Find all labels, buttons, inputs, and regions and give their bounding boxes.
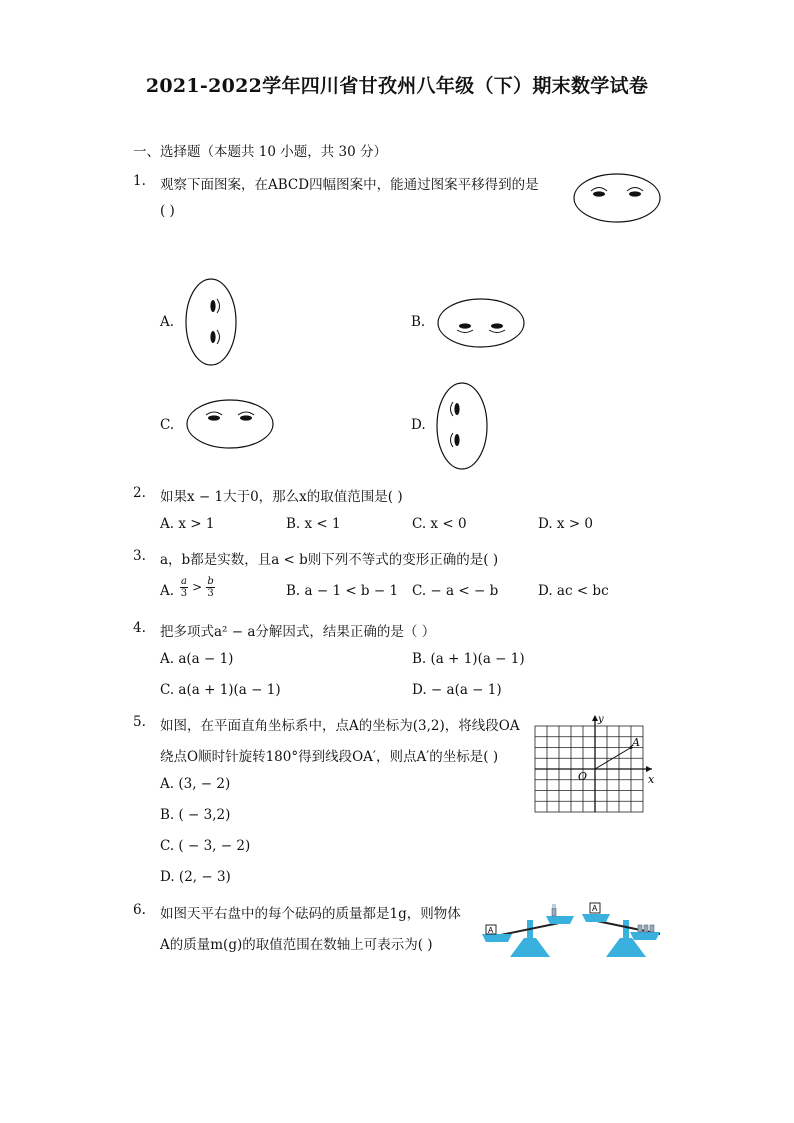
question-6-line1: 如图天平右盘中的每个砝码的质量都是1g，则物体 bbox=[160, 906, 461, 922]
question-2-stem: 如果x − 1大于0，那么x的取值范围是( ) bbox=[160, 489, 403, 505]
left-scale-object-label: A bbox=[488, 926, 494, 935]
q6-balance-scales bbox=[478, 896, 664, 960]
page-title: 2021-2022学年四川省甘孜州八年级（下）期末数学试卷 bbox=[145, 75, 649, 97]
question-3-stem: a，b都是实数，且a < b则下列不等式的变形正确的是( ) bbox=[160, 552, 499, 568]
question-1-number: 1. bbox=[133, 173, 146, 189]
q5-option-b: B. ( − 3,2) bbox=[160, 807, 231, 823]
q1-reference-figure bbox=[572, 172, 662, 224]
q1-option-b-label: B. bbox=[411, 314, 426, 330]
q1-option-d-label: D. bbox=[411, 417, 426, 433]
q3-option-d: D. ac < bc bbox=[538, 583, 609, 599]
left-balance-scale bbox=[482, 904, 574, 957]
point-a-label: A bbox=[632, 736, 640, 749]
q5-option-a: A. (3, − 2) bbox=[160, 776, 231, 792]
q3-option-a-label: A. bbox=[160, 583, 175, 599]
q2-option-b: B. x < 1 bbox=[286, 516, 341, 532]
question-3-number: 3. bbox=[133, 548, 146, 564]
q3-frac2-denominator: 3 bbox=[207, 588, 214, 599]
q1-option-a-figure bbox=[184, 277, 238, 367]
question-5-line1: 如图，在平面直角坐标系中，点A的坐标为(3,2)，将线段OA bbox=[160, 718, 520, 734]
q3-frac2-numerator: b bbox=[207, 576, 214, 587]
q5-coordinate-grid bbox=[530, 712, 660, 816]
q3-option-c: C. − a < − b bbox=[412, 583, 499, 599]
q3-frac-operator: > bbox=[192, 580, 203, 594]
x-axis-label: x bbox=[648, 773, 655, 786]
q4-option-b: B. (a + 1)(a − 1) bbox=[412, 651, 525, 667]
question-5-number: 5. bbox=[133, 714, 146, 730]
question-6-line2: A的质量m(g)的取值范围在数轴上可表示为( ) bbox=[160, 937, 433, 953]
q2-option-a: A. x > 1 bbox=[160, 516, 215, 532]
right-balance-scale bbox=[582, 903, 660, 957]
q2-option-d: D. x > 0 bbox=[538, 516, 594, 532]
q1-option-d-figure bbox=[435, 381, 489, 471]
question-1-line2: ( ) bbox=[160, 203, 175, 219]
q4-option-c: C. a(a + 1)(a − 1) bbox=[160, 682, 281, 698]
question-4-stem: 把多项式a² − a分解因式，结果正确的是（ ） bbox=[160, 624, 436, 640]
right-scale-object-label: A bbox=[592, 904, 598, 913]
q4-option-a: A. a(a − 1) bbox=[160, 651, 234, 667]
question-6-number: 6. bbox=[133, 902, 146, 918]
q3-frac1-denominator: 3 bbox=[180, 588, 188, 599]
q5-option-c: C. ( − 3, − 2) bbox=[160, 838, 251, 854]
q3-option-b: B. a − 1 < b − 1 bbox=[286, 583, 399, 599]
q1-option-a-label: A. bbox=[160, 314, 175, 330]
question-2-number: 2. bbox=[133, 485, 146, 501]
question-1-line1: 观察下面图案，在ABCD四幅图案中，能通过图案平移得到的是 bbox=[160, 177, 539, 193]
y-axis-label: y bbox=[598, 714, 604, 725]
question-5-line2: 绕点O顺时针旋转180°得到线段OA′，则点A′的坐标是( ) bbox=[160, 749, 499, 765]
q1-option-c-label: C. bbox=[160, 417, 175, 433]
question-4-number: 4. bbox=[133, 620, 146, 636]
q3-frac1-numerator: a bbox=[181, 576, 187, 587]
q3-option-a-fraction bbox=[180, 576, 215, 599]
q1-option-b-figure bbox=[437, 297, 525, 349]
section-heading: 一、选择题（本题共 10 小题，共 30 分） bbox=[133, 144, 388, 160]
q1-option-c-figure bbox=[186, 398, 274, 450]
origin-label: O bbox=[578, 770, 588, 783]
q5-option-d: D. (2, − 3) bbox=[160, 869, 231, 885]
q4-option-d: D. − a(a − 1) bbox=[412, 682, 502, 698]
q2-option-c: C. x < 0 bbox=[412, 516, 467, 532]
